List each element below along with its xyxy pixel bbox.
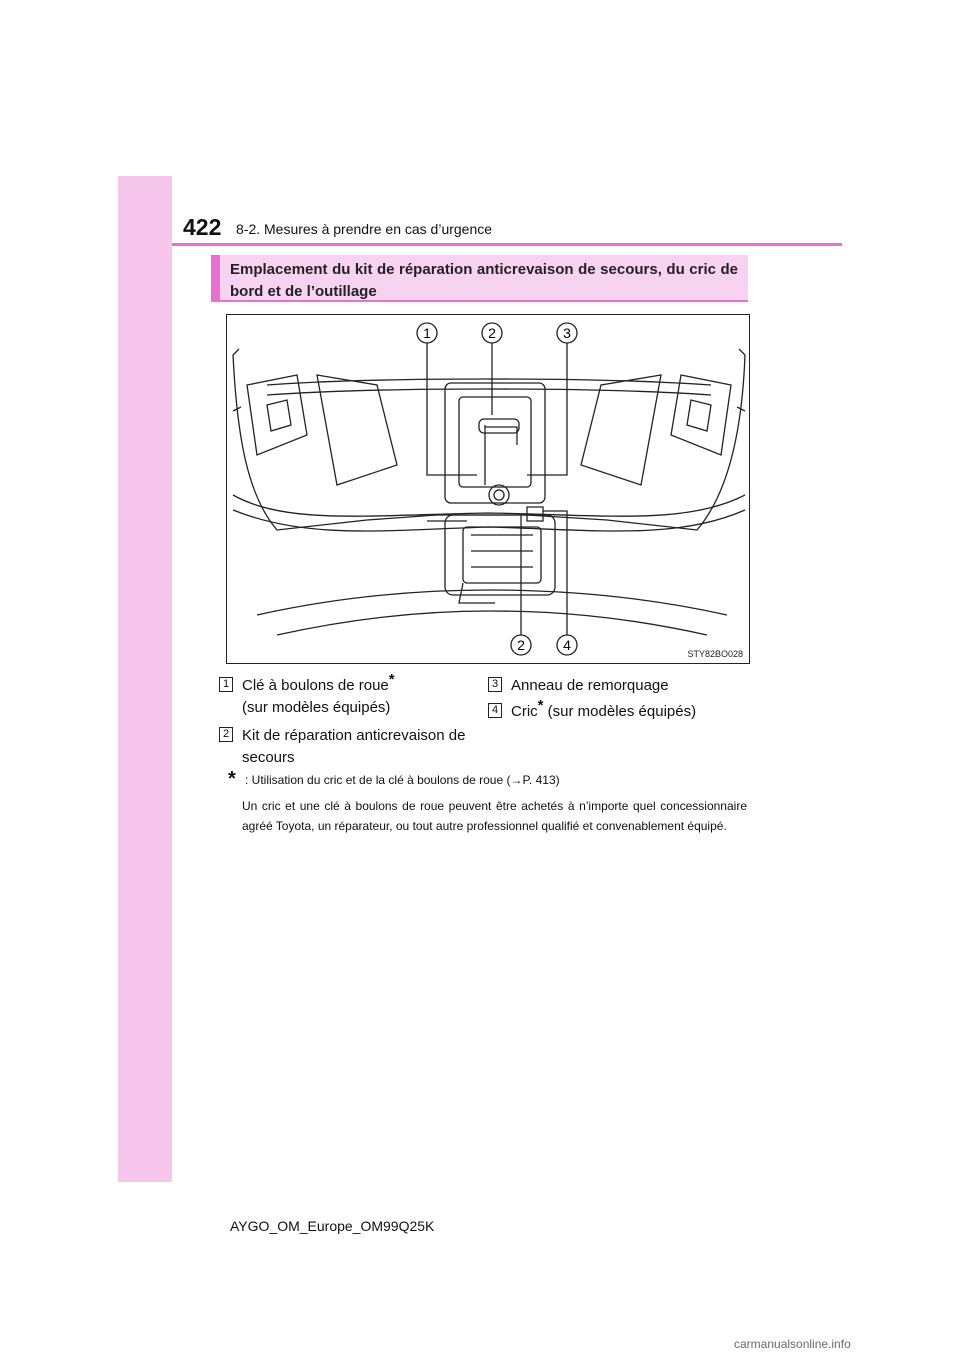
callout-3: 3 [563,325,571,341]
legend-number-2: 2 [219,727,233,742]
document-id: AYGO_OM_Europe_OM99Q25K [230,1218,435,1234]
page-number: 422 [183,214,222,240]
legend-item-2 [242,725,465,769]
legend-item-1-sub: (sur modèles équipés) [242,699,391,716]
legend-item-2-sub: secours [242,749,295,766]
callout-2-bottom: 2 [517,637,525,653]
legend-item-1-label: Clé à boulons de roue [242,677,389,694]
legend-item-4-sub: (sur modèles équipés) [543,703,697,720]
legend-item-1-star: * [388,671,395,688]
callouts [417,323,577,655]
heading-box [211,255,748,302]
section-title: 8-2. Mesures à prendre en cas d’urgence [236,221,493,237]
legend-item-4-star: * [537,697,544,714]
legend-number-4: 4 [488,703,502,718]
legend-number-3: 3 [488,677,502,692]
legend-item-4 [511,697,697,723]
legend-item-4-label: Cric [511,703,538,720]
header-rule [172,243,842,246]
legend-number-1: 1 [219,677,233,692]
callout-4: 4 [563,637,571,653]
heading-text: Emplacement du kit de réparation anticrevaison de secours, du cric de bord et de l’outillage [230,261,738,300]
legend-item-1 [242,671,395,719]
footnote-symbol: * [228,768,236,790]
legend-item-3 [511,675,669,697]
footnote-text: : Utilisation du cric et de la clé à boulons de roue (→P. 413) [245,773,560,787]
trunk-illustration [226,314,750,664]
callout-1: 1 [423,325,431,341]
watermark: carmanualsonline.info [734,1337,851,1351]
legend-item-2-label: Kit de réparation anticrevaison de [242,727,466,744]
callout-2-top: 2 [488,325,496,341]
legend-item-3-label: Anneau de remorquage [511,677,669,694]
side-color-band [118,176,172,1182]
figure-code: STY82BO028 [687,649,743,659]
trunk-drawing [227,315,751,665]
footnote-paragraph: Un cric et une clé à boulons de roue peuvent être achetés à n’importe quel concessionnaire agréé Toyota, un réparateur, ou tout autre professionnel qualifié et convenablement équipé. [242,799,747,833]
